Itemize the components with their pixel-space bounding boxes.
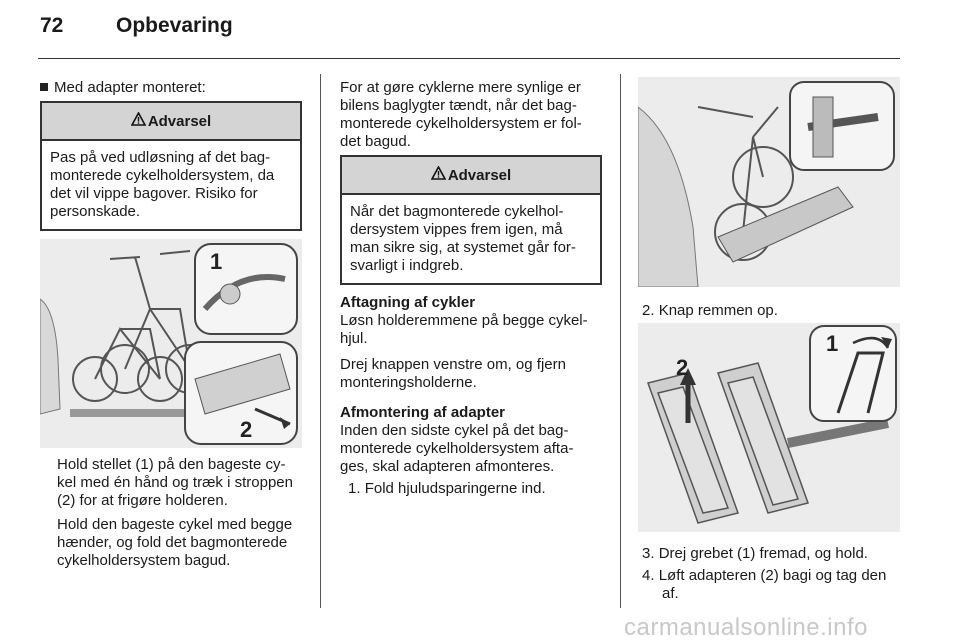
step-text: af. — [662, 585, 679, 602]
text-line: hjul. — [340, 330, 368, 347]
step-4 — [642, 567, 904, 603]
text-line: For at gøre cyklerne mere synlige er — [340, 79, 581, 96]
bullet-square-icon — [40, 83, 48, 91]
warning-line: monterede cykelholdersystem, da — [50, 167, 275, 184]
page-number: 72 — [40, 14, 64, 37]
warning-triangle-icon — [131, 112, 146, 130]
text-line: kel med én hånd og træk i stroppen — [57, 474, 293, 491]
warning-line: Når det bagmonterede cykelhol- — [350, 203, 564, 220]
warning-header — [342, 157, 600, 195]
bullet-text: Med adapter monteret: — [54, 79, 206, 96]
text-line: cykelholdersystem bagud. — [57, 552, 231, 569]
warning-line: dersystem vippes frem igen, må — [350, 221, 563, 238]
text-line: Løsn holderemmene på begge cykel- — [340, 312, 588, 329]
warning-body — [42, 141, 300, 229]
illustration-bikes-on-rack — [40, 239, 302, 448]
step-number: 4. — [642, 567, 655, 584]
figure-label-2: 2 — [676, 355, 689, 380]
warning-box-1 — [40, 101, 302, 231]
text-line: Inden den sidste cykel på det bag- — [340, 422, 569, 439]
bullet-item — [40, 79, 206, 97]
paragraph-hold-bike — [57, 516, 307, 570]
text-line: ges, skal adapteren afmonteres. — [340, 458, 555, 475]
section-heading: Afmontering af adapter — [340, 404, 506, 421]
text-line: Hold stellet (1) på den bageste cy- — [57, 456, 286, 473]
text-line: (2) for at frigøre holderen. — [57, 492, 228, 509]
section-heading: Aftagning af cykler — [340, 294, 476, 311]
text-line: bilens baglygter tændt, når det bag- — [340, 97, 577, 114]
step-3 — [642, 545, 868, 563]
paragraph-hold-frame — [57, 456, 307, 510]
header-divider — [38, 58, 900, 59]
figure-label-2: 2 — [240, 417, 253, 442]
warning-line: det vil vippe bagover. Risiko for — [50, 185, 258, 202]
warning-box-2 — [340, 155, 602, 285]
warning-line: Pas på ved udløsning af det bag- — [50, 149, 271, 166]
warning-line: man sikre sig, at systemet går for- — [350, 239, 576, 256]
figure-label-1: 1 — [826, 331, 839, 356]
illustration-adapter-lever — [638, 323, 900, 532]
page-title: Opbevaring — [116, 14, 233, 37]
step-number: 3. — [642, 545, 655, 562]
warning-title: Advarsel — [147, 112, 212, 130]
text-line: monterede cykelholdersystem afta- — [340, 440, 574, 457]
text-line: hænder, og fold det bagmonterede — [57, 534, 288, 551]
watermark: carmanualsonline.info — [624, 614, 868, 641]
section-remove-bikes — [340, 294, 612, 392]
text-line: Hold den bageste cykel med begge — [57, 516, 293, 533]
step-2 — [642, 302, 778, 320]
warning-title: Advarsel — [447, 166, 512, 184]
warning-triangle-icon — [431, 166, 446, 184]
warning-header — [42, 103, 300, 141]
step-text: Knap remmen op. — [658, 302, 778, 319]
step-text: Drej grebet (1) fremad, og hold. — [658, 545, 868, 562]
figure-adapter-removal — [638, 323, 900, 532]
step-number: 2. — [642, 302, 655, 319]
paragraph-intro — [340, 79, 610, 151]
figure-folded-rack — [638, 77, 900, 287]
text-line: Drej knappen venstre om, og fjern — [340, 356, 566, 373]
figure-label-1: 1 — [210, 249, 223, 274]
column-divider-1 — [320, 74, 321, 608]
warning-line: personskade. — [50, 203, 141, 220]
figure-bike-rack-release — [40, 239, 302, 448]
text-line: monterede cykelholdersystem er fol- — [340, 115, 582, 132]
text-line: monteringsholderne. — [340, 374, 477, 391]
step-1 — [340, 480, 612, 498]
text-line: det bagud. — [340, 133, 411, 150]
step-number: 1. — [348, 480, 361, 497]
illustration-folded-rack — [638, 77, 900, 287]
step-text: Løft adapteren (2) bagi og tag den — [658, 567, 887, 584]
warning-body — [342, 195, 600, 283]
column-divider-2 — [620, 74, 621, 608]
warning-line: svarligt i indgreb. — [350, 257, 464, 274]
step-text: Fold hjuludsparingerne ind. — [364, 480, 546, 497]
section-remove-adapter — [340, 404, 612, 498]
